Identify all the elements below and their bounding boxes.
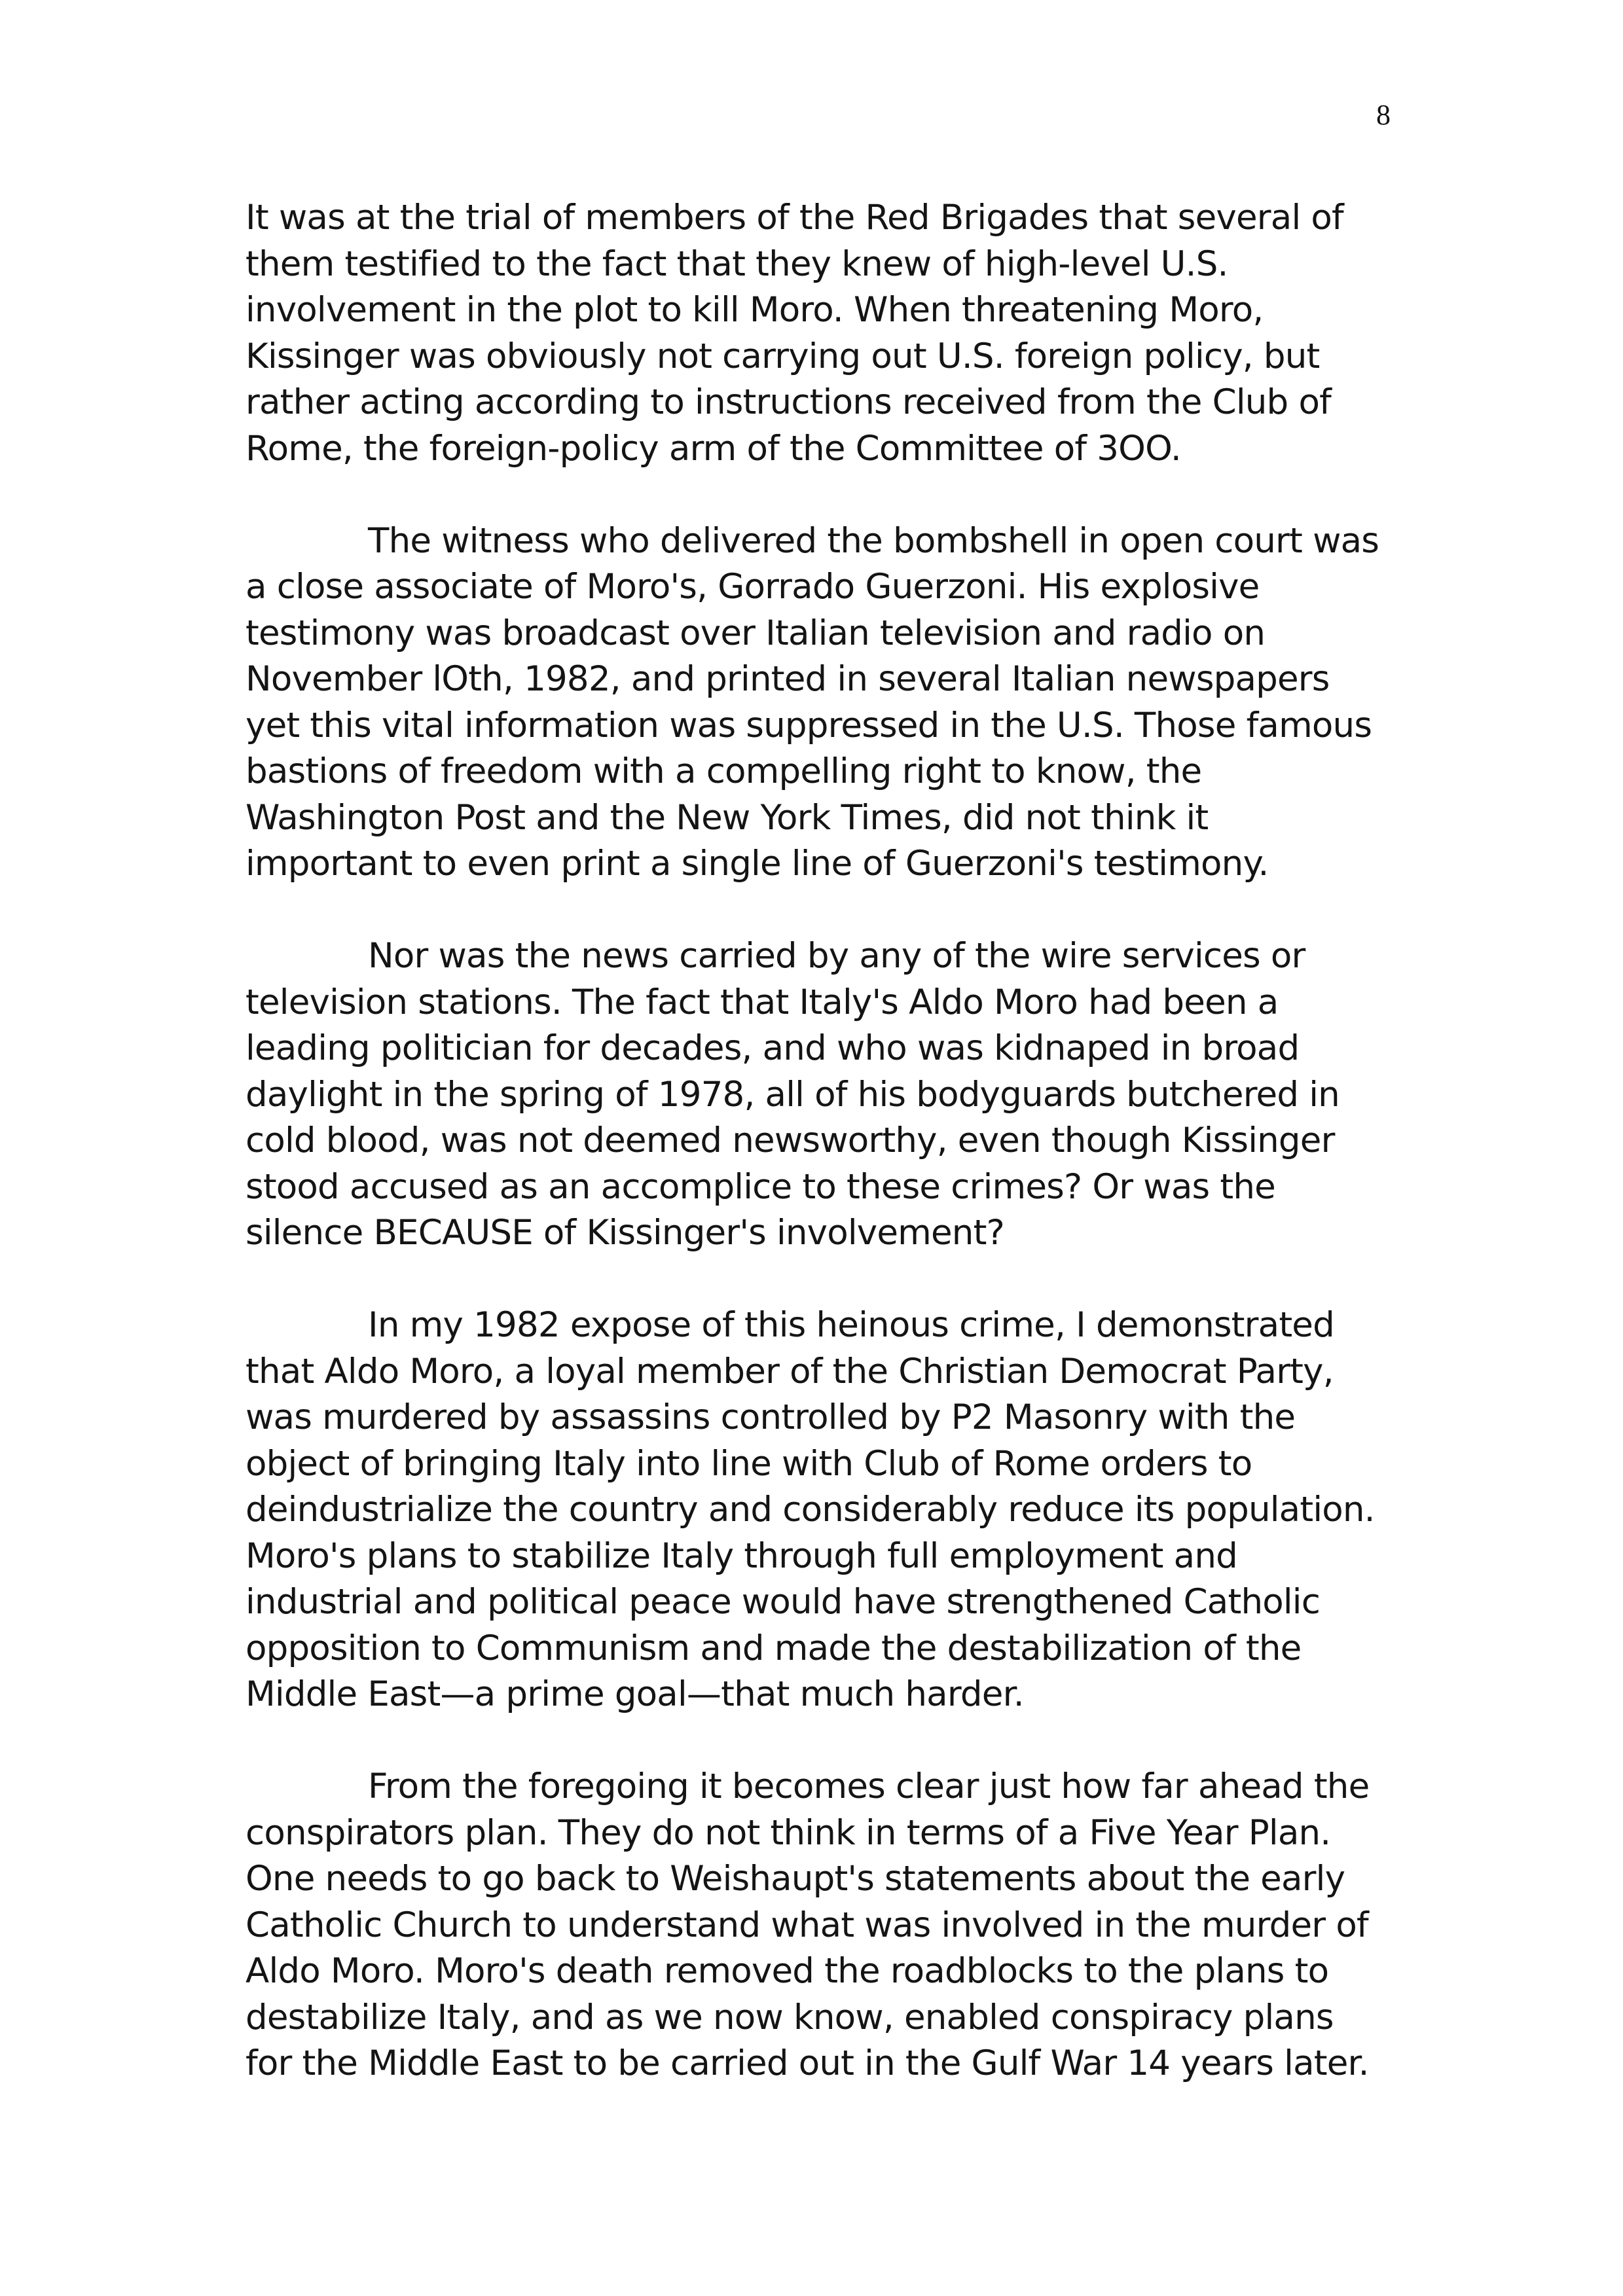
- text-line: Kissinger was obviously not carrying out U.S. foreign policy, but: [246, 336, 1320, 376]
- text-line: One needs to go back to Weishaupt's statements about the early: [246, 1859, 1345, 1899]
- paragraph-4: [246, 1302, 1404, 1718]
- text-line: Aldo Moro. Moro's death removed the roadblocks to the plans to: [246, 1951, 1329, 1991]
- text-line: yet this vital information was suppressed in the U.S. Those famous: [246, 705, 1372, 745]
- text-line: Middle East—a prime goal—that much harder.: [246, 1674, 1024, 1714]
- text-line: important to even print a single line of Guerzoni's testimony.: [246, 844, 1269, 884]
- text-line: daylight in the spring of 1978, all of his bodyguards butchered in: [246, 1074, 1340, 1115]
- text-line: a close associate of Moro's, Gorrado Guerzoni. His explosive: [246, 567, 1260, 607]
- text-line: television stations. The fact that Italy's Aldo Moro had been a: [246, 982, 1279, 1022]
- text-line: Washington Post and the New York Times, did not think it: [246, 797, 1209, 838]
- text-line: was murdered by assassins controlled by P2 Masonry with the: [246, 1397, 1296, 1437]
- text-line: The witness who delivered the bombshell in open court was: [368, 520, 1379, 561]
- text-line: November lOth, 1982, and printed in several Italian newspapers: [246, 659, 1330, 699]
- text-line: Moro's plans to stabilize Italy through full employment and: [246, 1535, 1237, 1576]
- text-line: stood accused as an accomplice to these crimes? Or was the: [246, 1166, 1275, 1207]
- text-line: conspirators plan. They do not think in terms of a Five Year Plan.: [246, 1812, 1331, 1853]
- text-line: Nor was the news carried by any of the wire services or: [368, 936, 1305, 976]
- text-line: for the Middle East to be carried out in the Gulf War 14 years later.: [246, 2043, 1369, 2083]
- paragraph-5: [246, 1764, 1404, 2087]
- text-line: deindustrialize the country and considerably reduce its population.: [246, 1490, 1375, 1530]
- text-line: It was at the trial of members of the Red Brigades that several of: [246, 198, 1343, 238]
- text-line: opposition to Communism and made the destabilization of the: [246, 1628, 1302, 1668]
- paragraph-3: [246, 933, 1404, 1257]
- text-line: Catholic Church to understand what was involved in the murder of: [246, 1905, 1368, 1945]
- text-line: rather acting according to instructions received from the Club of: [246, 382, 1331, 422]
- paragraph-2: [246, 518, 1404, 888]
- text-line: them testified to the fact that they knew of high-level U.S.: [246, 243, 1228, 284]
- text-line: that Aldo Moro, a loyal member of the Christian Democrat Party,: [246, 1351, 1334, 1391]
- body-text: [246, 195, 1404, 2133]
- text-line: Rome, the foreign-policy arm of the Committee of 3OO.: [246, 428, 1181, 469]
- text-line: involvement in the plot to kill Moro. When threatening Moro,: [246, 290, 1264, 330]
- page-number: 8: [1376, 99, 1391, 131]
- text-line: destabilize Italy, and as we now know, enabled conspiracy plans: [246, 1997, 1334, 2037]
- text-line: object of bringing Italy into line with Club of Rome orders to: [246, 1443, 1252, 1484]
- text-line: From the foregoing it becomes clear just how far ahead the: [368, 1767, 1370, 1806]
- paragraph-1: [246, 195, 1404, 472]
- text-line: In my 1982 expose of this heinous crime, I demonstrated: [368, 1305, 1334, 1345]
- text-line: cold blood, was not deemed newsworthy, even though Kissinger: [246, 1121, 1335, 1160]
- text-line: silence BECAUSE of Kissinger's involvement?: [246, 1213, 1004, 1253]
- text-line: leading politician for decades, and who was kidnaped in broad: [246, 1028, 1300, 1068]
- text-line: bastions of freedom with a compelling right to know, the: [246, 751, 1202, 791]
- text-line: industrial and political peace would have strengthened Catholic: [246, 1582, 1321, 1622]
- text-line: testimony was broadcast over Italian television and radio on: [246, 613, 1266, 653]
